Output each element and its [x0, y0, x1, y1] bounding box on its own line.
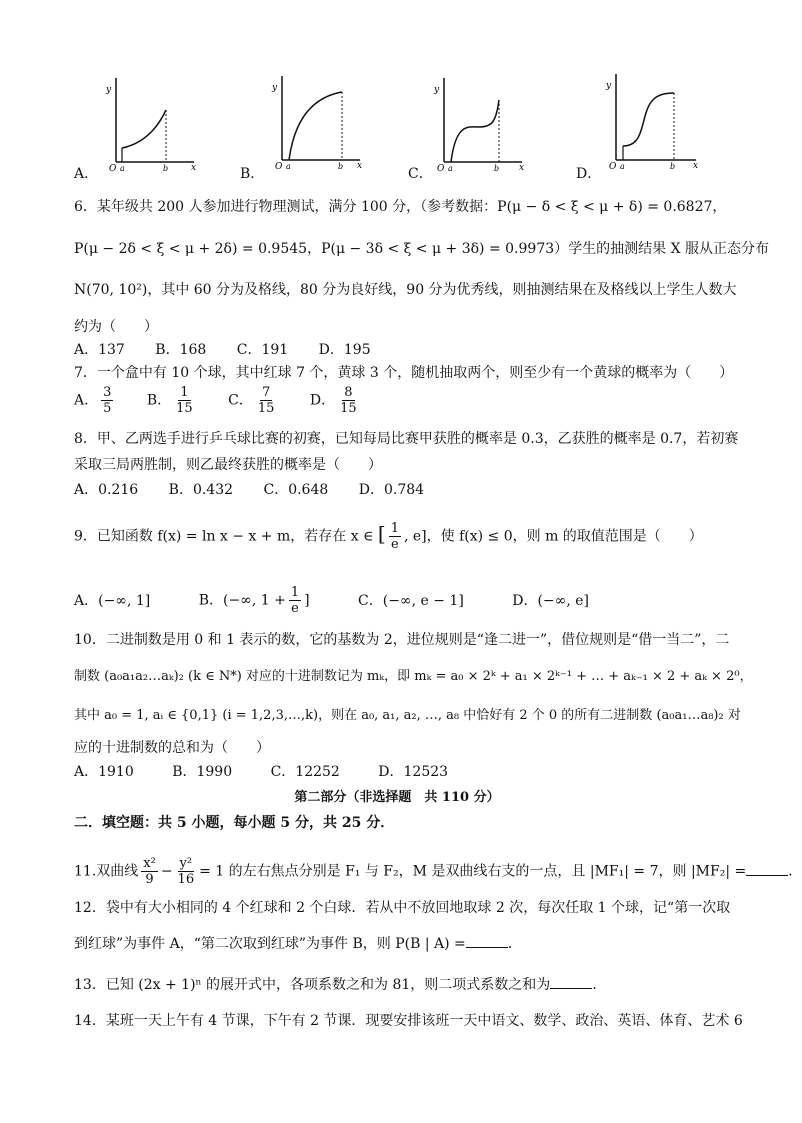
q10-line-2: 制数 (a₀a₁a₂…aₖ)₂ (k ∈ N*) 对应的十进制数记为 mₖ，即 mₖ = a₀ × 2ᵏ + a₁ × 2ᵏ⁻¹ + … + aₖ₋₁ × 2 + aₖ × 2⁰，: [74, 669, 753, 684]
q6-line-3: N(70, 10²)，其中 60 分为及格线，80 分为良好线，90 分为优秀线，则抽测结果在及格线以上学生人数大: [74, 282, 737, 298]
svg-text:x: x: [693, 161, 699, 171]
svg-text:y: y: [272, 83, 278, 93]
section2-title: 二．填空题：共 5 小题，每小题 5 分，共 25 分．: [74, 815, 395, 831]
svg-text:b: b: [338, 162, 344, 171]
svg-text:a: a: [448, 164, 453, 173]
q10-line-1: 10．二进制数是用 0 和 1 表示的数，它的基数为 2，进位规则是“逢二进一”，借位规则是“借一当二”，二: [74, 632, 730, 648]
q6-line-4: 约为（ ）: [74, 319, 158, 335]
graph-b: [262, 70, 362, 170]
q10-line-4: 应的十进制数的总和为（ ）: [74, 740, 270, 756]
q6-options: [74, 341, 397, 359]
q9-text: 9．已知函数 f(x) = ln x − x + m，若存在 x ∈ [ $\frac{1}{e}$ , e]，使 f(x) ≤ 0，则 m 的取值范围是（ ）: [74, 521, 703, 552]
svg-text:O: O: [609, 162, 617, 172]
q6-option-a[interactable]: A．137: [74, 342, 125, 358]
q10-option-b[interactable]: B．1990: [172, 764, 233, 780]
q13-text: 13．已知 (2x + 1)ⁿ 的展开式中，各项系数之和为 81，则二项式系数之和为 ．: [74, 977, 607, 993]
q8-option-c[interactable]: C．0.648: [263, 482, 329, 498]
graph-label-c: C．: [408, 166, 433, 182]
svg-text:x: x: [357, 161, 363, 171]
svg-text:y: y: [606, 81, 612, 91]
q10-option-c[interactable]: C．12252: [270, 764, 340, 780]
q9-option-d[interactable]: D．(−∞, e]: [512, 592, 589, 609]
q8-option-a[interactable]: A．0.216: [74, 482, 139, 498]
q10-line-3: 其中 a₀ = 1, aᵢ ∈ {0,1} (i = 1,2,3,…,k)，则在 a₀, a₁, a₂, …, a₈ 中恰好有 2 个 0 的所有二进制数 (a₀a₁…a₈)₂ 对: [74, 708, 741, 723]
svg-text:O: O: [109, 164, 117, 174]
graph-d: [596, 68, 700, 172]
q13-answer-blank[interactable]: [550, 976, 592, 989]
svg-text:y: y: [434, 85, 440, 95]
graph-a: [96, 72, 196, 172]
svg-text:b: b: [494, 164, 500, 173]
svg-text:a: a: [620, 162, 625, 171]
q12-line-1: 12．袋中有大小相同的 4 个红球和 2 个白球．若从中不放回地取球 2 次，每次任取 1 个球，记“第一次取: [74, 900, 731, 916]
q7-option-a[interactable]: A． $\frac{3}{5}$: [74, 385, 112, 416]
q8-line-2: 采取三局两胜制，则乙最终获胜的概率是（ ）: [74, 457, 382, 473]
q11-answer-blank[interactable]: [746, 863, 788, 876]
q6-option-c[interactable]: C．191: [236, 342, 289, 358]
q8-line-1: 8．甲、乙两选手进行乒乓球比赛的初赛，已知每局比赛甲获胜的概率是 0.3，乙获胜的概率是 0.7，若初赛: [74, 431, 739, 447]
part2-title: 第二部分（非选择题 共 110 分）: [294, 790, 500, 805]
graph-c: [424, 72, 524, 172]
q10-option-a[interactable]: A．1910: [74, 764, 134, 780]
q6-option-d[interactable]: D．195: [318, 342, 371, 358]
q11-text: 11.双曲线 $\frac{\text{x²}}{9}$ − $\frac{\text{y²}}{16}$ = 1 的左右焦点分别是 F₁ 与 F₂，M 是双曲线右支的一点，且 |MF₁| = 7，则 |MF₂| = ．: [74, 856, 802, 887]
graph-label-d: D．: [576, 166, 602, 182]
q6-line-1: 6．某年级共 200 人参加进行物理测试，满分 100 分，（参考数据：P(μ − δ < ξ < μ + δ) = 0.6827，: [74, 199, 727, 215]
graph-label-b: B．: [240, 166, 265, 182]
q10-options: [74, 763, 474, 781]
q6-option-b[interactable]: B．168: [155, 342, 207, 358]
svg-text:b: b: [670, 162, 676, 171]
svg-text:x: x: [519, 163, 525, 173]
q7-options: [74, 385, 388, 416]
q8-options: [74, 481, 450, 499]
q9-option-c[interactable]: C．(−∞, e − 1]: [358, 592, 464, 609]
svg-text:O: O: [437, 164, 445, 174]
q9-options: [74, 585, 615, 616]
q8-option-d[interactable]: D．0.784: [358, 482, 425, 498]
svg-text:x: x: [191, 163, 197, 173]
q7-text: 7．一个盒中有 10 个球，其中红球 7 个，黄球 3 个，随机抽取两个，则至少有一个黄球的概率为（ ）: [74, 365, 734, 381]
q6-line-2: P(μ − 2δ < ξ < μ + 2δ) = 0.9545，P(μ − 3δ < ξ < μ + 3δ) = 0.9973）学生的抽测结果 X 服从正态分布: [74, 241, 769, 257]
q7-option-d[interactable]: D． $\frac{8}{15}$: [309, 385, 357, 416]
q14-line-1: 14．某班一天上午有 4 节课，下午有 2 节课．现要安排该班一天中语文、数学、政治、英语、体育、艺术 6: [74, 1013, 743, 1029]
q8-option-b[interactable]: B．0.432: [168, 482, 234, 498]
q7-option-c[interactable]: C． $\frac{7}{15}$: [228, 385, 275, 416]
q10-option-d[interactable]: D．12523: [378, 764, 449, 780]
q7-option-b[interactable]: B． $\frac{1}{15}$: [146, 385, 193, 416]
q9-option-a[interactable]: A．(−∞, 1]: [74, 592, 151, 609]
q12-line-2: 到红球”为事件 A，“第二次取到红球”为事件 B，则 P(B | A) = ．: [74, 936, 522, 952]
svg-text:O: O: [275, 162, 283, 172]
svg-text:a: a: [120, 164, 125, 173]
q12-answer-blank[interactable]: [466, 935, 508, 948]
svg-text:a: a: [286, 162, 291, 171]
q9-option-b[interactable]: B．(−∞, 1 + $\frac{1}{e}$ ]: [198, 585, 310, 616]
svg-text:y: y: [106, 85, 112, 95]
svg-text:b: b: [163, 164, 169, 173]
graph-label-a: A．: [74, 166, 99, 182]
